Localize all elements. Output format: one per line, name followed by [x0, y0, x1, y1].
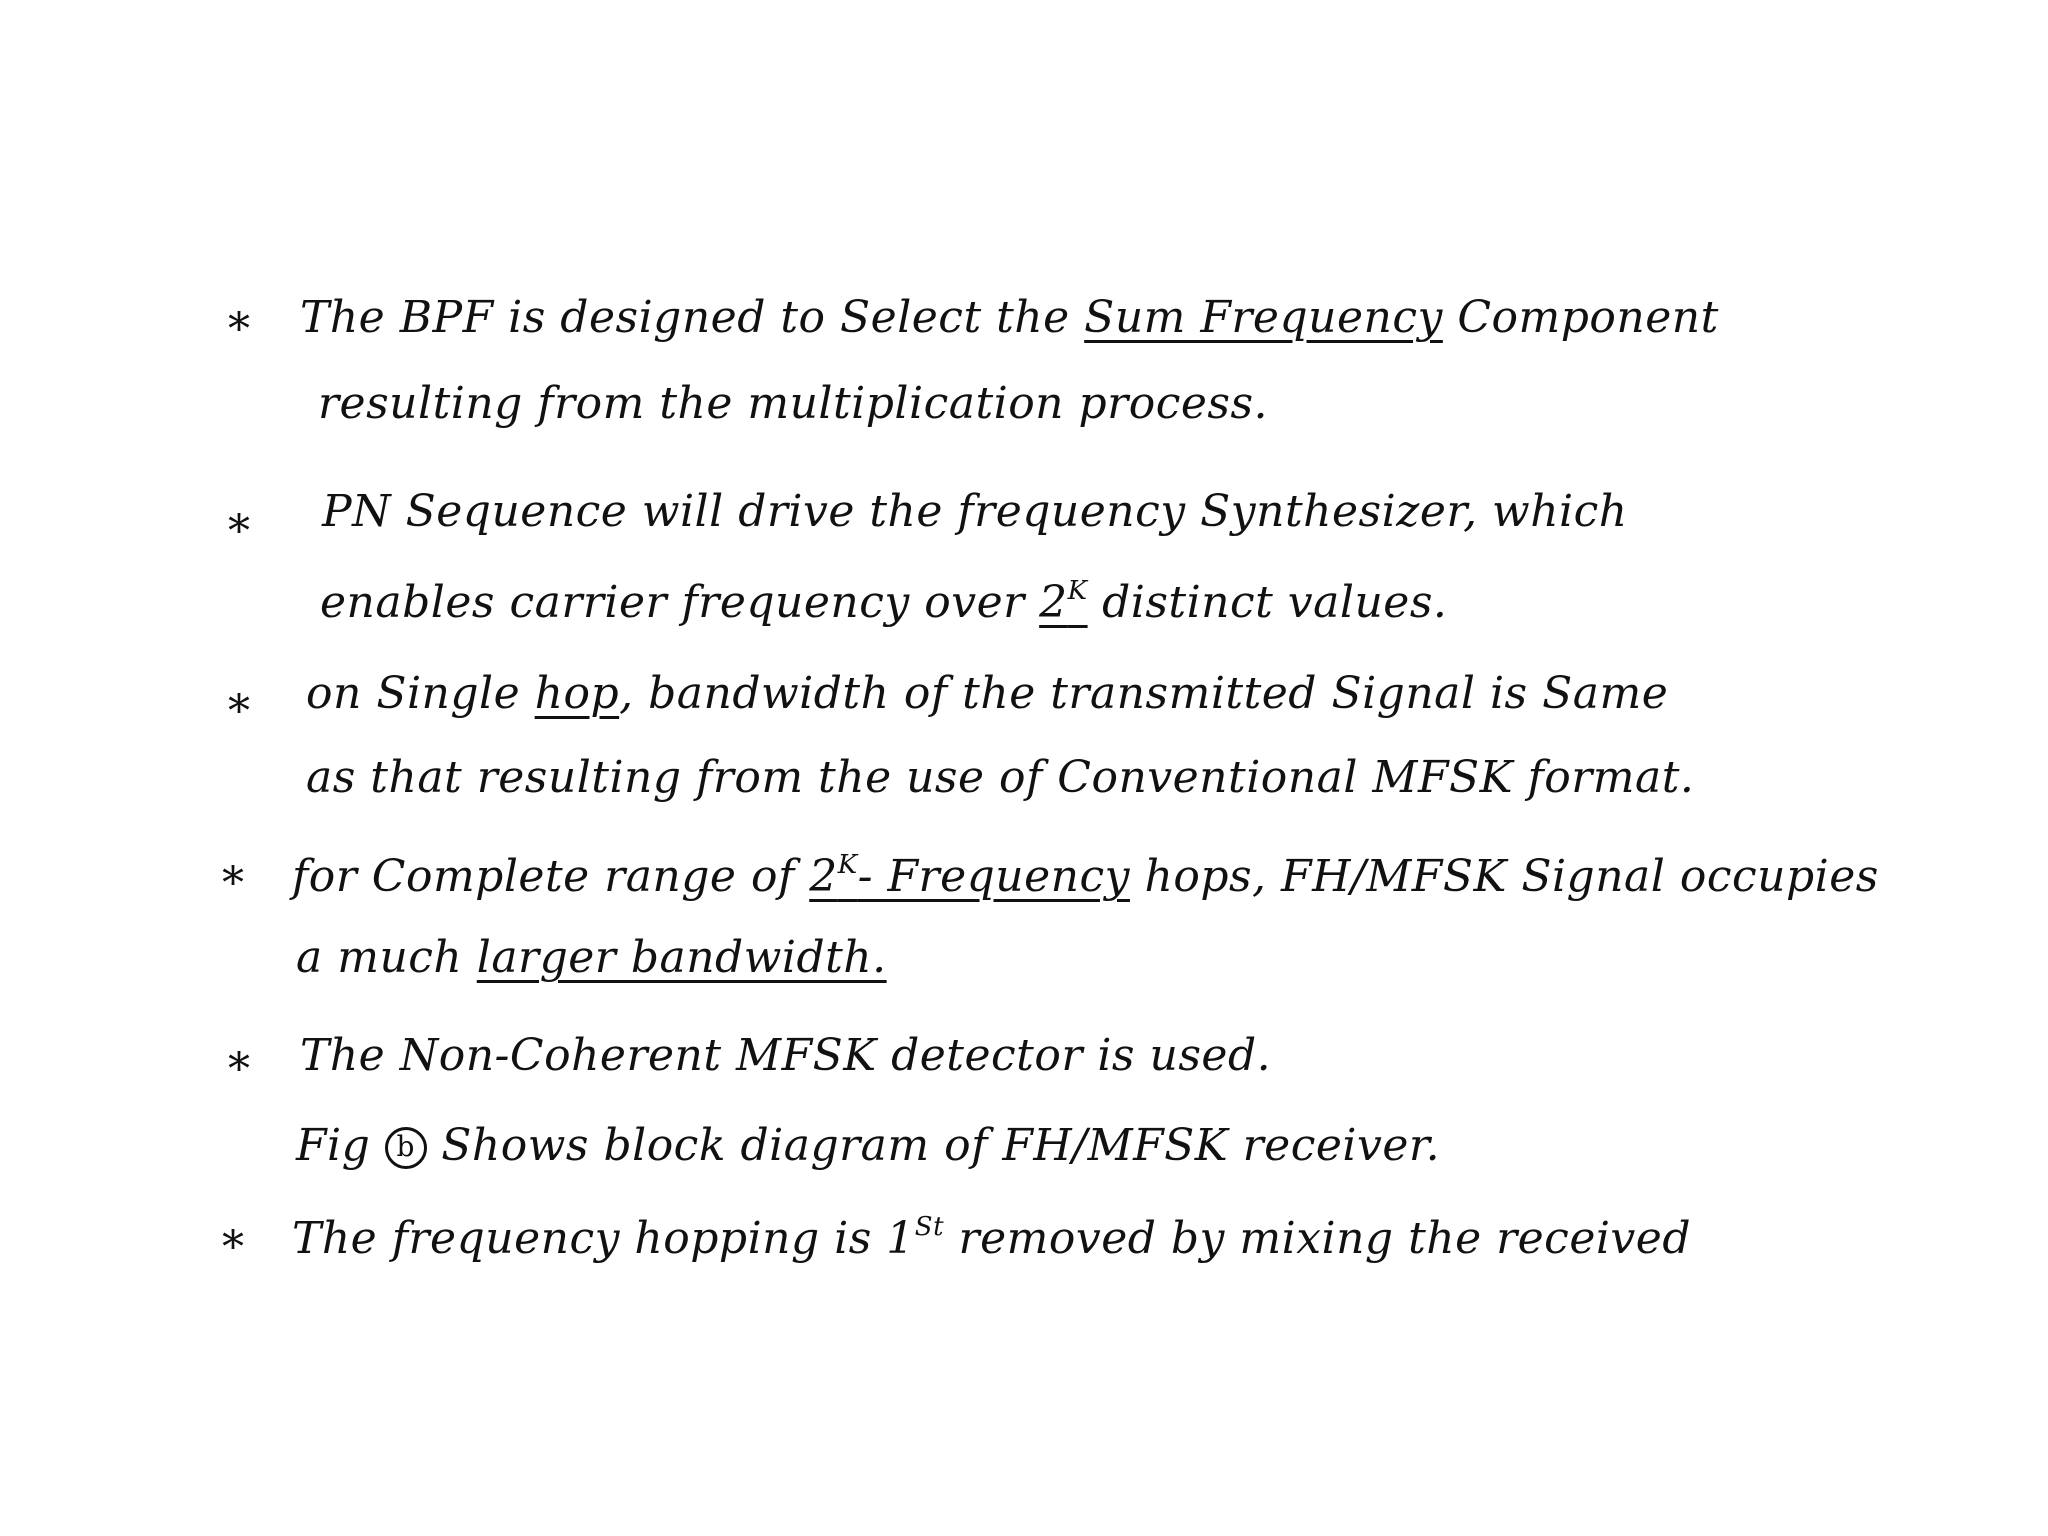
bullet-star: *: [228, 686, 250, 737]
bullet-3-line-2: as that resulting from the use of Conventional MFSK format.: [306, 752, 1695, 803]
bullet-star: *: [222, 858, 244, 909]
text-segment: , bandwidth of the transmitted Signal is Same: [619, 668, 1669, 719]
exponent-base: 2: [809, 851, 838, 902]
text-segment: Fig: [296, 1120, 385, 1171]
text-segment: for Complete range of: [292, 851, 810, 902]
text-segment: removed by mixing the received: [944, 1213, 1691, 1264]
figure-caption-line: [296, 1120, 1441, 1171]
bullet-star: *: [222, 1222, 244, 1273]
bullet-4-line-2: [296, 932, 887, 983]
superscript: St: [914, 1212, 945, 1242]
underlined-term: larger bandwidth.: [476, 932, 887, 983]
text-segment: The BPF is designed to Select the: [300, 292, 1085, 343]
text-segment: - Frequency: [857, 851, 1130, 902]
text-segment: a much: [296, 932, 477, 983]
text-segment: hops, FH/MFSK Signal occupies: [1130, 851, 1879, 902]
bullet-star: *: [228, 506, 250, 557]
bullet-2-line-1: PN Sequence will drive the frequency Synthesizer, which: [322, 486, 1628, 537]
text-segment: enables carrier frequency over: [320, 577, 1040, 628]
text-segment: The frequency hopping is 1: [292, 1213, 915, 1264]
bullet-4-line-1: [292, 850, 1879, 902]
exponent-base: 2: [1039, 577, 1068, 628]
bullet-3-line-1: [306, 668, 1669, 719]
bullet-5-line-1: The Non-Coherent MFSK detector is used.: [300, 1030, 1272, 1081]
underlined-term: [1039, 577, 1087, 628]
bullet-1-line-2: resulting from the multiplication process.: [318, 378, 1269, 429]
bullet-1-line-1: [300, 292, 1719, 343]
circled-letter: b: [385, 1127, 427, 1169]
underlined-term: Sum Frequency: [1084, 292, 1443, 343]
bullet-2-line-2: [320, 576, 1448, 628]
text-segment: distinct values.: [1087, 577, 1448, 628]
text-segment: Shows block diagram of FH/MFSK receiver.: [426, 1120, 1441, 1171]
bullet-6-line-1: [292, 1212, 1691, 1264]
text-segment: on Single: [306, 668, 535, 719]
superscript: K: [1067, 576, 1088, 606]
underlined-term: hop: [534, 668, 620, 719]
superscript: K: [837, 850, 858, 880]
bullet-star: *: [228, 304, 250, 355]
text-segment: Component: [1442, 292, 1719, 343]
underlined-term: [809, 851, 1130, 902]
bullet-star: *: [228, 1044, 250, 1095]
